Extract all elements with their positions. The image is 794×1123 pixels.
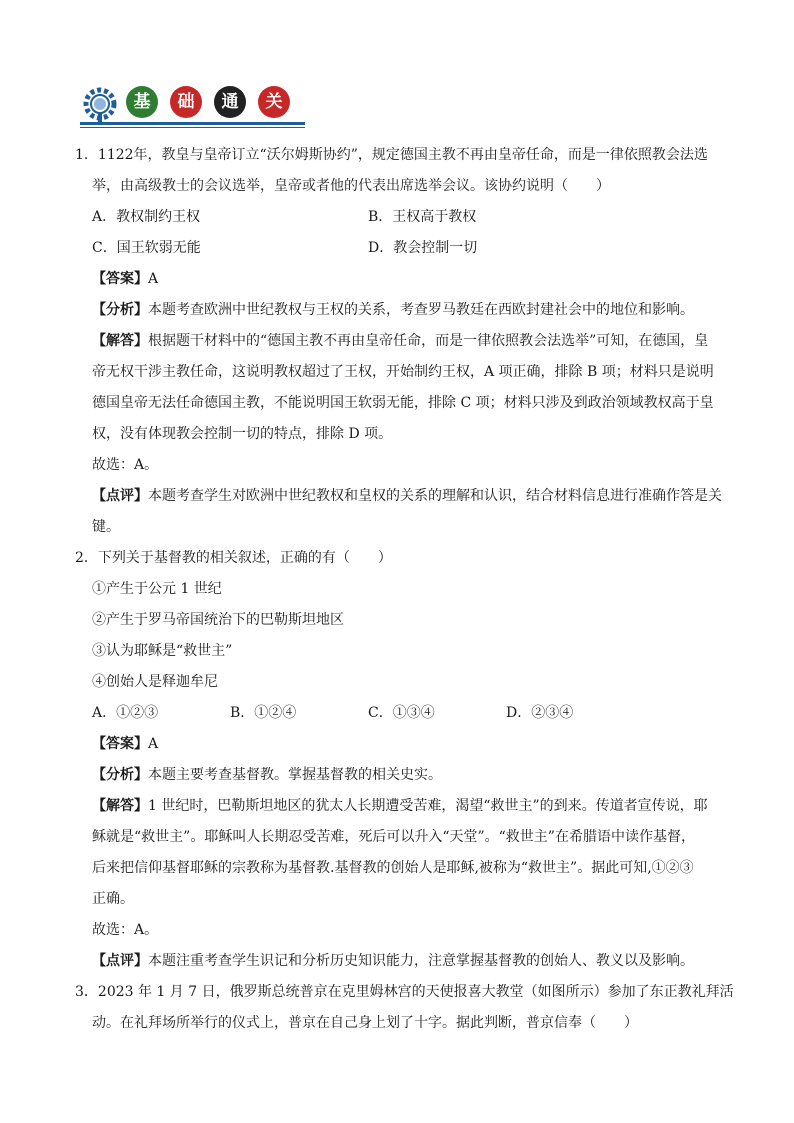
q2-solve-line1 <box>75 791 725 822</box>
q2-option-a: A．①②③ <box>92 705 159 721</box>
answer-value: A <box>148 736 159 752</box>
comment-tag: 【点评】 <box>92 953 148 969</box>
q1-option-c: C．国王软弱无能 <box>92 240 201 256</box>
q1-solve-line4: 权，没有体现教会控制一切的特点，排除 D 项。 <box>92 426 393 442</box>
banner-rule-thin <box>80 127 305 128</box>
q2-option-c: C．①③④ <box>368 705 435 721</box>
gear-magnifier-icon <box>80 84 120 124</box>
q2-stem: 2．下列关于基督教的相关叙述，正确的有（ ） <box>75 550 392 566</box>
q1-stem-line1: 1．1122年，教皇与皇帝订立“沃尔姆斯协约”，规定德国主教不再由皇帝任命，而是一律依照教会法选 <box>75 147 708 163</box>
q1-option-b: B．王权高于教权 <box>368 209 477 225</box>
banner-char-3: 通 <box>214 86 246 118</box>
solve-text: 根据题干材料中的“德国主教不再由皇帝任命，而是一律依照教会法选举”可知，在德国，皇 <box>148 333 709 349</box>
q1-solve-line3: 德国皇帝无法任命德国主教，不能说明国王软弱无能，排除 C 项；材料只涉及到政治领域教权高于皇 <box>92 395 714 411</box>
q1-option-d: D．教会控制一切 <box>368 240 478 256</box>
analysis-tag: 【分析】 <box>92 767 148 783</box>
q1-analysis <box>75 295 725 326</box>
comment-text: 本题注重考查学生识记和分析历史知识能力，注意掌握基督教的创始人、教义以及影响。 <box>148 953 694 969</box>
banner-char-2: 础 <box>170 86 202 118</box>
q1-solve-line2: 帝无权干涉主教任命，这说明教权超过了王权，开始制约王权，A 项正确，排除 B 项；材料只是说明 <box>92 364 714 380</box>
q2-option-d: D．②③④ <box>506 705 574 721</box>
q3-stem-line1: 3．2023 年 1 月 7 日，俄罗斯总统普京在克里姆林宫的天使报喜大教堂（如图所示）参加了东正教礼拜活 <box>75 984 734 1000</box>
q2-answer <box>75 729 725 760</box>
q3-stem-line2: 动。在礼拜场所举行的仪式上，普京在自己身上划了十字。据此判断，普京信奉（ ） <box>92 1015 638 1031</box>
q2-statement-1: ①产生于公元 1 世纪 <box>92 581 222 597</box>
q2-solve-line3: 后来把信仰基督耶稣的宗教称为基督教.基督教的创始人是耶稣,被称为“救世主”。据此可知,①②③ <box>92 860 694 876</box>
answer-tag: 【答案】 <box>92 736 148 752</box>
q1-option-a: A．教权制约王权 <box>92 209 201 225</box>
q1-options-row2 <box>75 233 725 264</box>
analysis-text: 本题考查欧洲中世纪教权与王权的关系，考查罗马教廷在西欧封建社会中的地位和影响。 <box>148 302 694 318</box>
q1-options-row1 <box>75 202 725 233</box>
comment-text: 本题考查学生对欧洲中世纪教权和皇权的关系的理解和认识，结合材料信息进行准确作答是关 <box>148 488 722 504</box>
q2-solve-line2: 稣就是“救世主”。耶稣叫人长期忍受苦难，死后可以升入“天堂”。“救世主”在希腊语中读作基督， <box>92 829 695 845</box>
q2-options <box>75 698 725 729</box>
q2-comment <box>75 946 725 977</box>
comment-tag: 【点评】 <box>92 488 148 504</box>
q1-answer <box>75 264 725 295</box>
q2-solve-line4: 正确。 <box>92 891 134 907</box>
q2-choose: 故选：A。 <box>92 922 159 938</box>
q1-choose: 故选：A。 <box>92 457 159 473</box>
q2-statement-4: ④创始人是释迦牟尼 <box>92 674 218 690</box>
analysis-tag: 【分析】 <box>92 302 148 318</box>
q1-stem-line2: 举，由高级教士的会议选举，皇帝或者他的代表出席选举会议。该协约说明（ ） <box>92 178 610 194</box>
q2-statement-2: ②产生于罗马帝国统治下的巴勒斯坦地区 <box>92 612 344 628</box>
answer-tag: 【答案】 <box>92 271 148 287</box>
q2-statement-3: ③认为耶稣是“救世主” <box>92 643 233 659</box>
q1-solve-line1 <box>75 326 725 357</box>
banner-char-4: 关 <box>258 86 290 118</box>
solve-text: 1 世纪时，巴勒斯坦地区的犹太人长期遭受苦难，渴望“救世主”的到来。传道者宣传说，耶 <box>148 798 708 814</box>
questions <box>75 140 734 1039</box>
answer-value: A <box>148 271 159 287</box>
q1-comment-line2: 键。 <box>92 519 120 535</box>
solve-tag: 【解答】 <box>92 798 148 814</box>
q2-analysis <box>75 760 725 791</box>
banner-rule <box>80 122 305 125</box>
solve-tag: 【解答】 <box>92 333 148 349</box>
q1-comment-line1 <box>75 481 725 512</box>
banner-char-1: 基 <box>126 86 158 118</box>
section-banner <box>80 80 305 130</box>
analysis-text: 本题主要考查基督教。掌握基督教的相关史实。 <box>148 767 442 783</box>
q2-option-b: B．①②④ <box>230 705 297 721</box>
